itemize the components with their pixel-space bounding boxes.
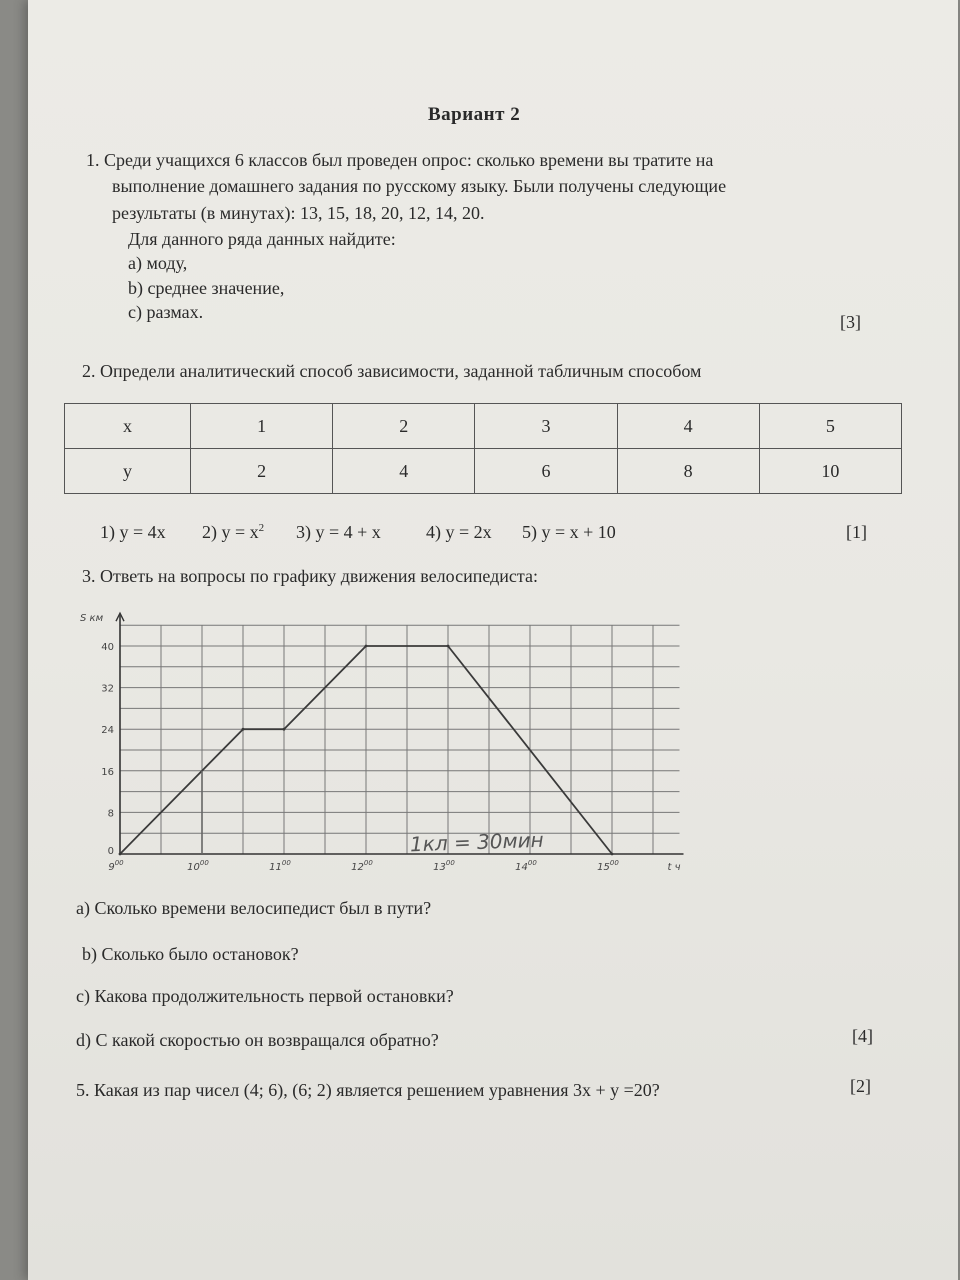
data-point [365,645,368,648]
q2-option-4: 4) y = 2x [426,522,492,542]
table-cell: 4 [333,449,475,494]
x-tick-label: $9^{00}$ [108,859,124,873]
table-cell: y [65,449,191,494]
q3-text: 3. Ответь на вопросы по графику движения велосипедиста: [82,566,538,586]
table-cell: 8 [617,449,759,494]
x-tick-superscript: 00 [363,859,373,867]
scale-note: 1кл = 30мин [409,827,545,857]
y-tick-label: 32 [101,683,114,695]
q1-option-a: a) моду, [128,253,188,273]
q3-question-b: b) Сколько было остановок? [82,944,299,964]
q2-option-2-exponent: 2 [258,522,265,534]
x-tick-label: $12^{00}$ [351,859,373,873]
data-point [611,853,614,856]
q1-line2: выполнение домашнего задания по русскому языку. Были получены следующие [112,176,727,196]
q3-question-a: a) Сколько времени велосипедист был в пути? [76,898,432,918]
x-tick-label: $11^{00}$ [269,859,291,873]
y-axis-label: S км [80,613,104,625]
table-cell: 2 [191,449,333,494]
table-cell: x [65,404,191,449]
q5-text: 5. Какая из пар чисел (4; 6), (6; 2) является решением уравнения 3x + y =20? [76,1080,660,1100]
y-tick-label: 24 [101,725,114,737]
q1-line3: результаты (в минутах): 13, 15, 18, 20, 12, 14, 20. [112,203,485,223]
x-tick-superscript: 00 [609,859,619,867]
q1-score: [3] [840,312,861,332]
x-tick-label: $14^{00}$ [515,859,537,873]
x-tick-label: $15^{00}$ [597,859,619,873]
table-row [65,449,902,494]
x-axis-label: t ч [667,862,681,873]
table-cell: 5 [759,404,901,449]
data-point [119,853,122,856]
q2-option-2-text: 2) y = x [202,522,259,542]
table-cell: 6 [475,449,617,494]
x-tick-superscript: 00 [114,859,124,867]
table-cell: 10 [759,449,901,494]
q5-score: [2] [850,1076,871,1096]
q2-option-2 [202,522,264,543]
x-tick-superscript: 00 [527,859,537,867]
q2-score: [1] [846,522,867,542]
page-title: Вариант 2 [428,104,521,125]
data-point [283,728,286,731]
y-tick-label: 40 [101,642,114,653]
q2-text: 2. Определи аналитический способ зависимости, заданной табличным способом [82,361,702,381]
q2-option-1: 1) y = 4x [100,522,166,542]
y-tick-label: 16 [101,766,114,778]
q2-option-3: 3) y = 4 + x [296,522,381,542]
q3-score: [4] [852,1026,873,1046]
y-tick-label: 8 [107,808,114,820]
q1-prompt: Для данного ряда данных найдите: [128,229,396,249]
y-tick-label: 0 [107,846,114,857]
data-point [447,645,450,648]
q3-question-c: c) Какова продолжительность первой остановки? [76,986,454,1006]
x-tick-superscript: 00 [445,859,455,867]
table-row [65,404,902,449]
q1-option-b: b) среднее значение, [128,278,285,298]
data-point [242,728,245,731]
q2-table [64,403,902,494]
x-tick-superscript: 00 [199,859,209,867]
q2-option-5: 5) y = x + 10 [522,522,616,542]
x-tick-superscript: 00 [281,859,291,867]
x-tick-label: $10^{00}$ [187,859,209,873]
q1-line1: 1. Среди учащихся 6 классов был проведен опрос: сколько времени вы тратите на [86,150,714,170]
table-cell: 1 [191,404,333,449]
q3-question-d: d) С какой скоростью он возвращался обратно? [76,1030,439,1050]
x-tick-label: $13^{00}$ [433,859,455,873]
q1-option-c: c) размах. [128,302,204,322]
table-cell: 2 [333,404,475,449]
table-cell: 3 [475,404,617,449]
table-cell: 4 [617,404,759,449]
